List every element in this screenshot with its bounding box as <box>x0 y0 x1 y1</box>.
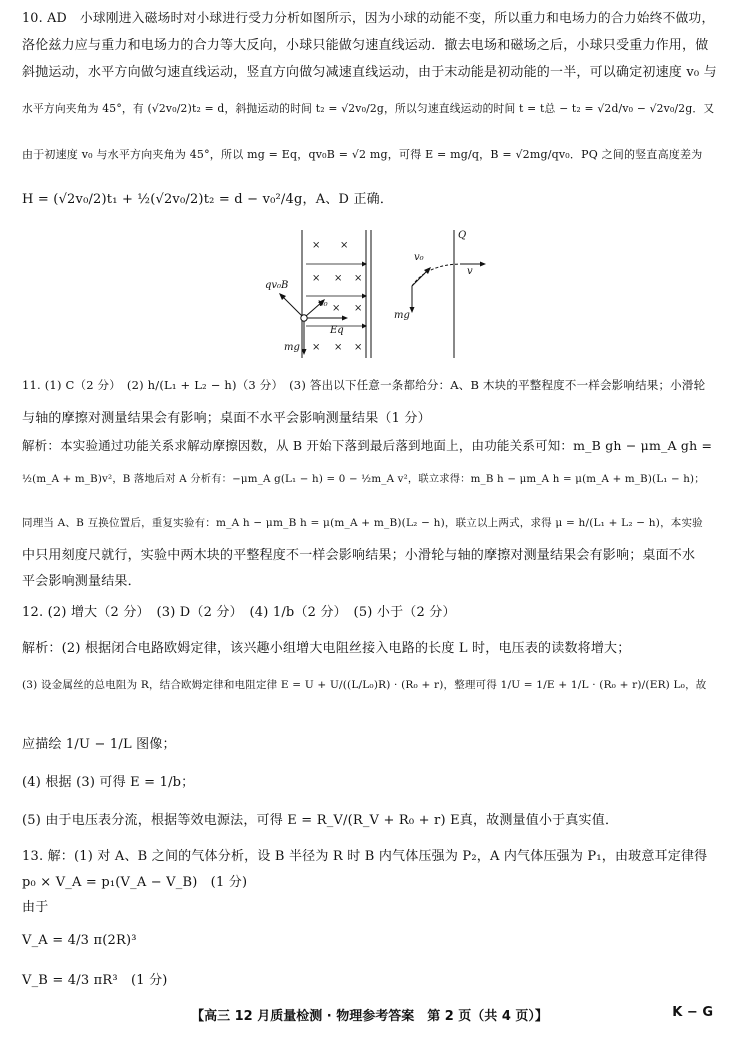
q11-line-7: 平会影响测量结果． <box>22 574 141 589</box>
q11-line-1: 11. (1) C（2 分） (2) h/(L₁ + L₂ − h)（3 分） (3) 答出以下任意一条都给分：A、B 木块的平整程度不一样会影响结果；小滑轮 <box>22 378 706 392</box>
svg-text:×: × <box>340 240 349 251</box>
magnetic-field-crosses <box>312 240 362 353</box>
svg-text:×: × <box>332 303 341 314</box>
page-footer: 【高三 12 月质量检测 · 物理参考答案 第 2 页（共 4 页）】 <box>191 1009 548 1024</box>
q13-line-4: V_A = 4/3 π(2R)³ <box>22 933 137 948</box>
svg-text:×: × <box>354 303 363 314</box>
q10-line-6: H = (√2v₀/2)t₁ + ½(√2v₀/2)t₂ = d − v₀²/4g，A、D 正确． <box>22 192 394 207</box>
label-v0-left: v₀ <box>318 298 328 309</box>
label-mg-right: mg <box>394 310 410 321</box>
force-diagram <box>262 226 502 362</box>
label-Q: Q <box>458 230 467 241</box>
svg-text:×: × <box>312 342 321 353</box>
q12-line-6: (5) 由于电压表分流，根据等效电源法，可得 E = R_V/(R_V + R₀ + r) E真，故测量值小于真实值． <box>22 813 619 828</box>
svg-text:×: × <box>354 342 363 353</box>
svg-text:×: × <box>334 273 343 284</box>
q12-line-4: 应描绘 1/U − 1/L 图像； <box>22 737 176 752</box>
q12-line-2: 解析：(2) 根据闭合电路欧姆定律，该兴趣小组增大电阻丝接入电路的长度 L 时，电压表的读数将增大； <box>22 641 631 656</box>
svg-text:×: × <box>354 273 363 284</box>
q10-line-1: 10. AD 小球刚进入磁场时对小球进行受力分析如图所示，因为小球的动能不变，所以重力和电场力的合力始终不做功， <box>22 11 715 26</box>
svg-text:×: × <box>334 342 343 353</box>
q13-line-5: V_B = 4/3 πR³ (1 分) <box>22 973 168 988</box>
q10-line-4: 水平方向夹角为 45°，有 (√2v₀/2)t₂ = d，斜抛运动的时间 t₂ = √2v₀/2g，所以匀速直线运动的时间 t = t总 − t₂ = √2d/v₀ − √2v₀/2g．又 <box>22 102 715 115</box>
velocity-arrow-right <box>412 270 428 286</box>
svg-text:×: × <box>312 240 321 251</box>
svg-text:×: × <box>312 273 321 284</box>
label-Eq: Eq <box>330 325 344 336</box>
lorentz-force-arrow <box>282 296 302 316</box>
paper-code: K − G <box>672 1005 713 1020</box>
q13-line-2: p₀ × V_A = p₁(V_A − V_B) (1 分) <box>22 875 248 890</box>
q11-line-2: 与轴的摩擦对测量结果会有影响；桌面不水平会影响测量结果（1 分） <box>22 411 431 426</box>
label-qv0B: qv₀B <box>265 280 289 291</box>
q10-line-5: 由于初速度 v₀ 与水平方向夹角为 45°，所以 mg = Eq，qv₀B = √2 mg，可得 E = mg/q，B = √2mg/qv₀．PQ 之间的竖直高度差为 <box>22 148 703 161</box>
q11-line-4: ½(m_A + m_B)v²，B 落地后对 A 分析有：−μm_A g(L₁ − h) = 0 − ½m_A v²，联立求得：m_B h − μm_A h = μ(m_A + m_B)(L₁ − h)； <box>22 473 705 485</box>
q11-line-6: 中只用刻度尺就行，实验中两木块的平整程度不一样会影响结果；小滑轮与轴的摩擦对测量结果会有影响；桌面不水 <box>22 548 696 563</box>
q12-line-1: 12. (2) 增大（2 分） (3) D（2 分） (4) 1/b（2 分） (5) 小于（2 分） <box>22 605 456 620</box>
q10-line-2: 洛伦兹力应与重力和电场力的合力等大反向，小球只能做匀速直线运动．撤去电场和磁场之后，小球只受重力作用，做 <box>22 38 709 53</box>
q12-line-3: (3) 设金属丝的总电阻为 R，结合欧姆定律和电阻定律 E = U + U/((L/L₀)R) · (R₀ + r)，整理可得 1/U = 1/E + 1/L · (R₀ + r)/(ER) L₀，故 <box>22 679 707 691</box>
label-mg-left: mg <box>284 342 300 353</box>
label-v: v <box>467 266 473 277</box>
label-v0-right: v₀ <box>414 252 424 263</box>
q11-line-5: 同理当 A、B 互换位置后，重复实验有：m_A h − μm_B h = μ(m_A + m_B)(L₂ − h)，联立以上两式，求得 μ = h/(L₁ + L₂ − h)，本实验 <box>22 517 703 529</box>
q12-line-5: (4) 根据 (3) 可得 E = 1/b； <box>22 775 195 790</box>
q11-line-3: 解析：本实验通过功能关系求解动摩擦因数，从 B 开始下落到最后落到地面上，由功能关系可知：m_B gh − μm_A gh = <box>22 438 713 453</box>
q10-line-3: 斜抛运动，水平方向做匀速直线运动，竖直方向做匀减速直线运动，由于末动能是初动能的一半，可以确定初速度 v₀ 与 <box>22 65 717 80</box>
q13-line-1: 13. 解：(1) 对 A、B 之间的气体分析，设 B 半径为 R 时 B 内气体压强为 P₂，A 内气体压强为 P₁，由玻意耳定律得 <box>22 849 708 864</box>
q13-line-3: 由于 <box>22 900 49 915</box>
